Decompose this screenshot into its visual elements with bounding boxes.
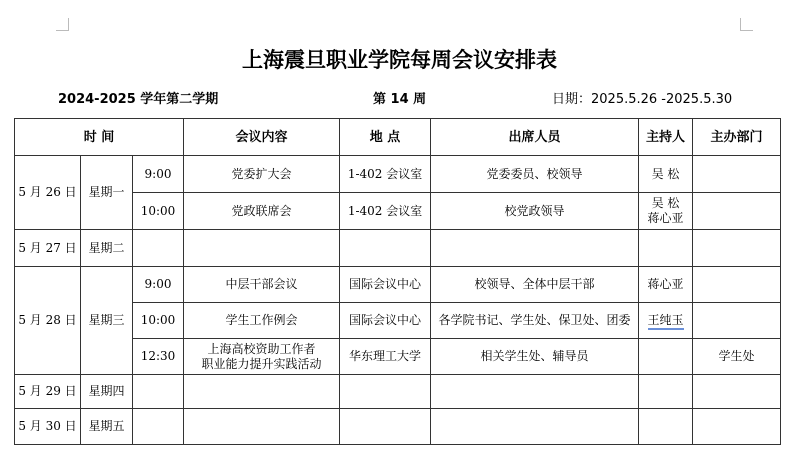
attendees-cell: 校党政领导 xyxy=(431,193,639,230)
content-cell: 党委扩大会 xyxy=(184,156,340,193)
host-cell xyxy=(639,409,693,445)
date-cell: 5 月 30 日 xyxy=(15,409,81,445)
location-cell: 国际会议中心 xyxy=(340,303,431,339)
content-cell xyxy=(184,375,340,409)
location-cell xyxy=(340,230,431,267)
location-cell xyxy=(340,409,431,445)
term-label: 2024-2025 学年第二学期 xyxy=(58,92,219,107)
table-row xyxy=(15,409,781,445)
host-name-2: 蒋心亚 xyxy=(647,211,684,225)
host-cell xyxy=(639,303,693,339)
time-cell xyxy=(133,230,184,267)
header-organizer: 主办部门 xyxy=(693,119,781,156)
time-cell: 10:00 xyxy=(133,303,184,339)
organizer-cell xyxy=(693,267,781,303)
weekday-cell: 星期二 xyxy=(81,230,133,267)
document-title: 上海震旦职业学院每周会议安排表 xyxy=(242,48,557,72)
weekday-cell: 星期五 xyxy=(81,409,133,445)
location-cell: 华东理工大学 xyxy=(340,339,431,375)
meeting-schedule-table xyxy=(14,118,781,445)
time-cell: 9:00 xyxy=(133,156,184,193)
time-cell: 10:00 xyxy=(133,193,184,230)
header-attendees: 出席人员 xyxy=(431,119,639,156)
host-cell xyxy=(639,375,693,409)
weekday-cell: 星期一 xyxy=(81,156,133,230)
date-cell: 5 月 29 日 xyxy=(15,375,81,409)
table-row xyxy=(15,230,781,267)
organizer-cell xyxy=(693,193,781,230)
attendees-cell: 相关学生处、辅导员 xyxy=(431,339,639,375)
location-cell xyxy=(340,375,431,409)
content-cell: 学生工作例会 xyxy=(184,303,340,339)
weekday-cell: 星期三 xyxy=(81,267,133,375)
attendees-cell: 党委委员、校领导 xyxy=(431,156,639,193)
host-cell: 吴 松 xyxy=(639,156,693,193)
date-cell: 5 月 28 日 xyxy=(15,267,81,375)
attendees-cell: 校领导、全体中层干部 xyxy=(431,267,639,303)
header-row xyxy=(15,119,781,156)
content-line-2: 职业能力提升实践活动 xyxy=(201,356,322,371)
header-content: 会议内容 xyxy=(184,119,340,156)
attendees-cell xyxy=(431,375,639,409)
table-row xyxy=(15,375,781,409)
content-cell xyxy=(184,409,340,445)
page-corner-mark-left xyxy=(56,18,69,31)
location-cell: 1-402 会议室 xyxy=(340,156,431,193)
host-name: 王纯玉 xyxy=(648,313,684,330)
location-cell: 国际会议中心 xyxy=(340,267,431,303)
organizer-cell xyxy=(693,303,781,339)
attendees-cell xyxy=(431,230,639,267)
date-range-label: 日期：2025.5.26 -2025.5.30 xyxy=(552,92,733,107)
time-cell: 9:00 xyxy=(133,267,184,303)
host-cell xyxy=(639,193,693,230)
date-cell: 5 月 26 日 xyxy=(15,156,81,230)
table-row xyxy=(15,267,781,303)
organizer-cell xyxy=(693,409,781,445)
content-cell xyxy=(184,339,340,375)
content-cell: 中层干部会议 xyxy=(184,267,340,303)
organizer-cell: 学生处 xyxy=(693,339,781,375)
time-cell: 12:30 xyxy=(133,339,184,375)
header-time: 时 间 xyxy=(15,119,184,156)
location-cell: 1-402 会议室 xyxy=(340,193,431,230)
content-cell xyxy=(184,230,340,267)
table-row xyxy=(15,156,781,193)
content-cell: 党政联席会 xyxy=(184,193,340,230)
week-label: 第 14 周 xyxy=(373,92,427,107)
time-cell xyxy=(133,409,184,445)
host-name-1: 吴 松 xyxy=(651,196,680,210)
organizer-cell xyxy=(693,230,781,267)
content-line-1: 上海高校资助工作者 xyxy=(207,341,316,356)
host-cell xyxy=(639,230,693,267)
organizer-cell xyxy=(693,375,781,409)
header-host: 主持人 xyxy=(639,119,693,156)
weekday-cell: 星期四 xyxy=(81,375,133,409)
attendees-cell: 各学院书记、学生处、保卫处、团委 xyxy=(431,303,639,339)
organizer-cell xyxy=(693,156,781,193)
time-cell xyxy=(133,375,184,409)
host-cell xyxy=(639,339,693,375)
attendees-cell xyxy=(431,409,639,445)
header-location: 地 点 xyxy=(340,119,431,156)
page-corner-mark-right xyxy=(740,18,753,31)
host-cell: 蒋心亚 xyxy=(639,267,693,303)
date-cell: 5 月 27 日 xyxy=(15,230,81,267)
